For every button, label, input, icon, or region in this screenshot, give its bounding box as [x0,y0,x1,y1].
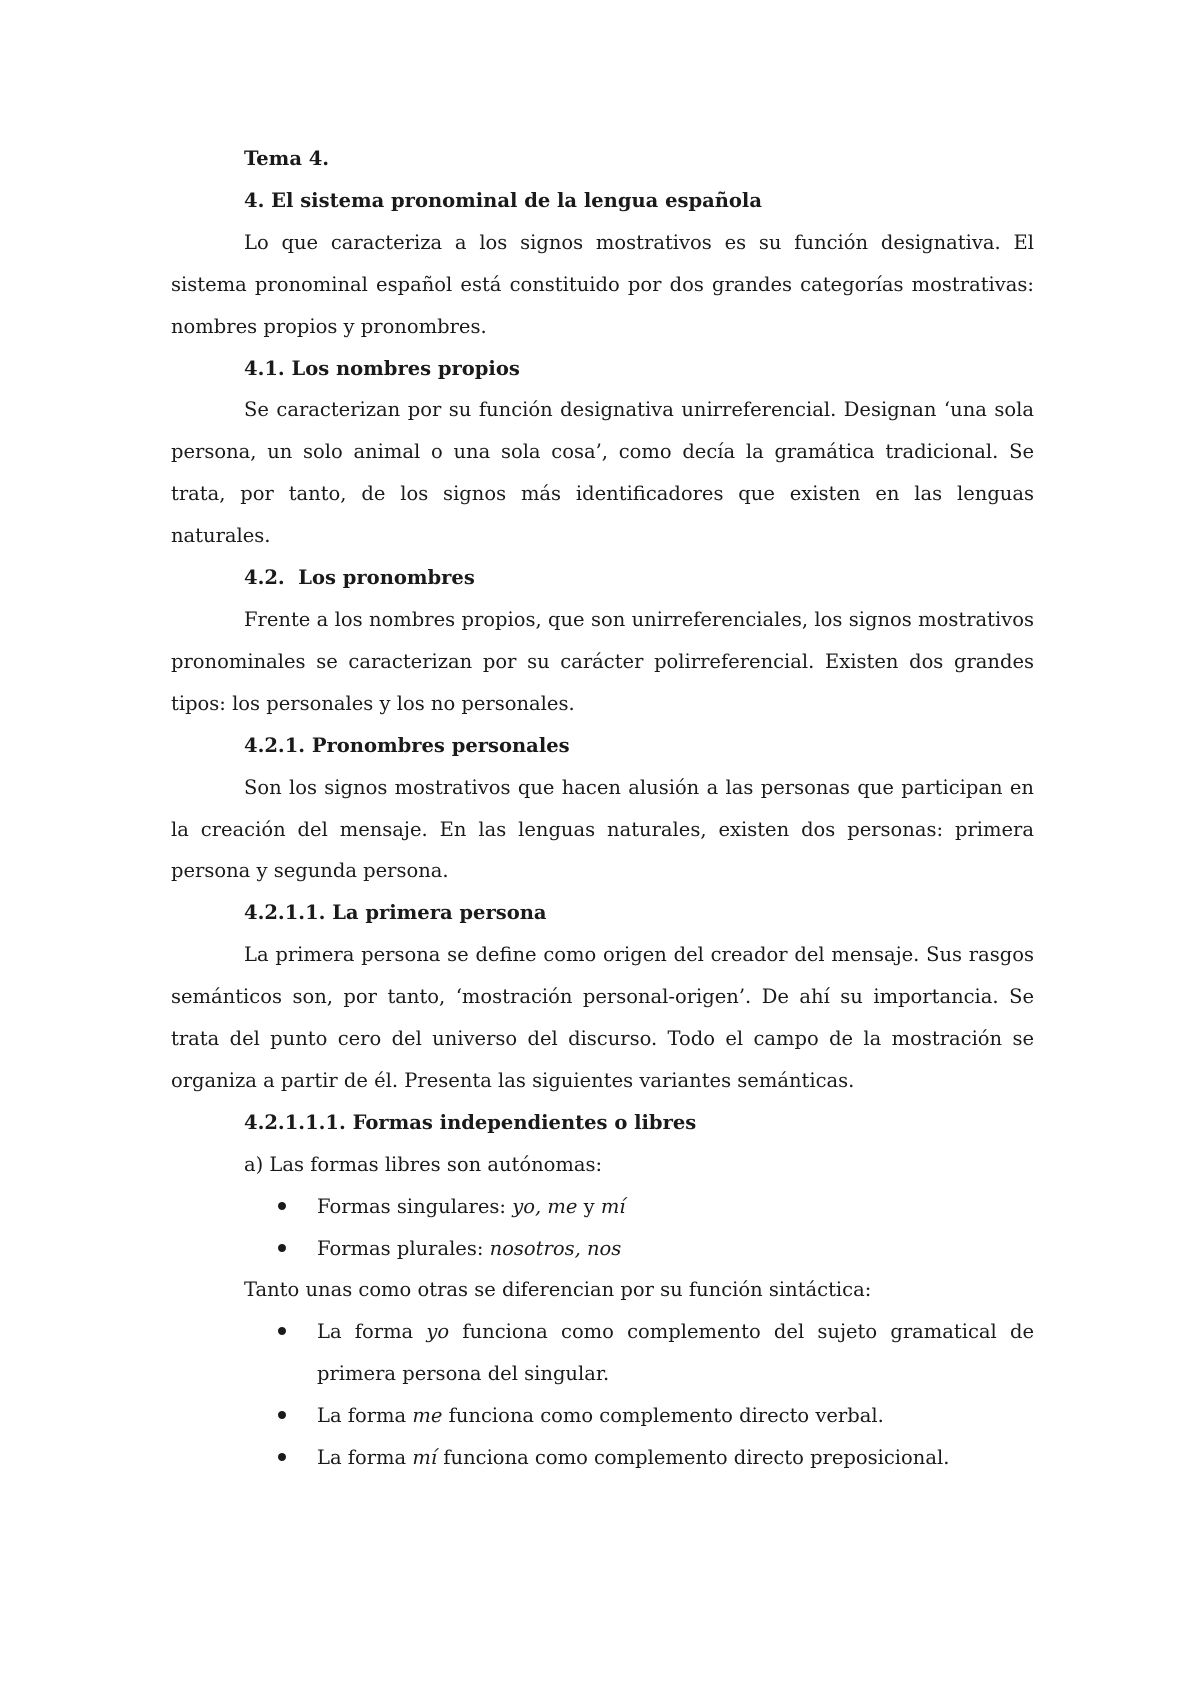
list-item [171,1228,1034,1270]
paragraph-free-forms: a) Las formas libres son autónomas: [244,1152,603,1176]
bullet-icon [278,1411,286,1419]
list-item-text: funciona como complemento directo preposicional. [437,1446,950,1470]
list-item-italic: me [412,1404,443,1428]
heading-4-2-1-1: 4.2.1.1. La primera persona [244,901,547,925]
heading-4-2: 4.2. Los pronombres [244,566,475,590]
paragraph-4-2: Frente a los nombres propios, que son unirreferenciales, los signos mostrativos pronominales se caracterizan por su carácter polirreferencial. Existen dos grandes tipos: los personales y los no personales. [171,607,1034,715]
list-item-text: Formas plurales: [317,1236,490,1260]
list-item-italic: mí [412,1446,438,1470]
list-item [171,1437,1034,1479]
list-item-text: La forma [317,1404,413,1428]
list-item-text: La forma [317,1320,427,1344]
section-title: 4. El sistema pronominal de la lengua española [244,188,762,212]
bullet-icon [278,1244,286,1252]
list-item [171,1311,1034,1395]
list-item-text: funciona como complemento directo verbal. [442,1404,884,1428]
list-item-italic: nosotros, nos [489,1236,622,1260]
paragraph-4-2-1: Son los signos mostrativos que hacen alusión a las personas que participan en la creación del mensaje. En las lenguas naturales, existen dos personas: primera persona y segunda persona. [171,775,1034,883]
list-item-text: Formas singulares: [317,1194,513,1218]
bullet-icon [278,1453,286,1461]
list-item-italic: yo, me [512,1194,578,1218]
heading-4-2-1: 4.2.1. Pronombres personales [244,733,570,757]
heading-4-1: 4.1. Los nombres propios [244,356,520,380]
paragraph-4-1: Se caracterizan por su función designativa unirreferencial. Designan ‘una sola persona, un solo animal o una sola cosa’, como decía la gramática tradicional. Se trata, por tanto, de los signos más identificadores que existen en las lenguas naturales. [171,398,1034,548]
list-item-italic: mí [600,1194,626,1218]
list-item-text: funciona como complemento del sujeto gramatical de primera persona del singular. [317,1320,1034,1386]
list-item [171,1395,1034,1437]
paragraph-4-2-1-1: La primera persona se define como origen del creador del mensaje. Sus rasgos semánticos son, por tanto, ‘mostración personal-origen’. De ahí su importancia. Se trata del punto cero del universo del discurso. Todo el campo de la mostración se organiza a partir de él. Presenta las siguientes variantes semánticas. [171,943,1034,1092]
list-item-italic: yo [426,1320,450,1344]
list-item-text: y [577,1194,601,1218]
list-item-text: La forma [317,1446,413,1470]
list-item [171,1186,1034,1228]
intro-paragraph: Lo que caracteriza a los signos mostrativos es su función designativa. El sistema pronominal español está constituido por dos grandes categorías mostrativas: nombres propios y pronombres. [171,230,1034,338]
bullet-icon [278,1202,286,1210]
paragraph-syntactic-function: Tanto unas como otras se diferencian por su función sintáctica: [244,1278,872,1302]
document-page [171,138,1034,1479]
bullet-icon [278,1327,286,1335]
topic-label: Tema 4. [244,147,330,170]
heading-4-2-1-1-1: 4.2.1.1.1. Formas independientes o libres [244,1110,697,1134]
